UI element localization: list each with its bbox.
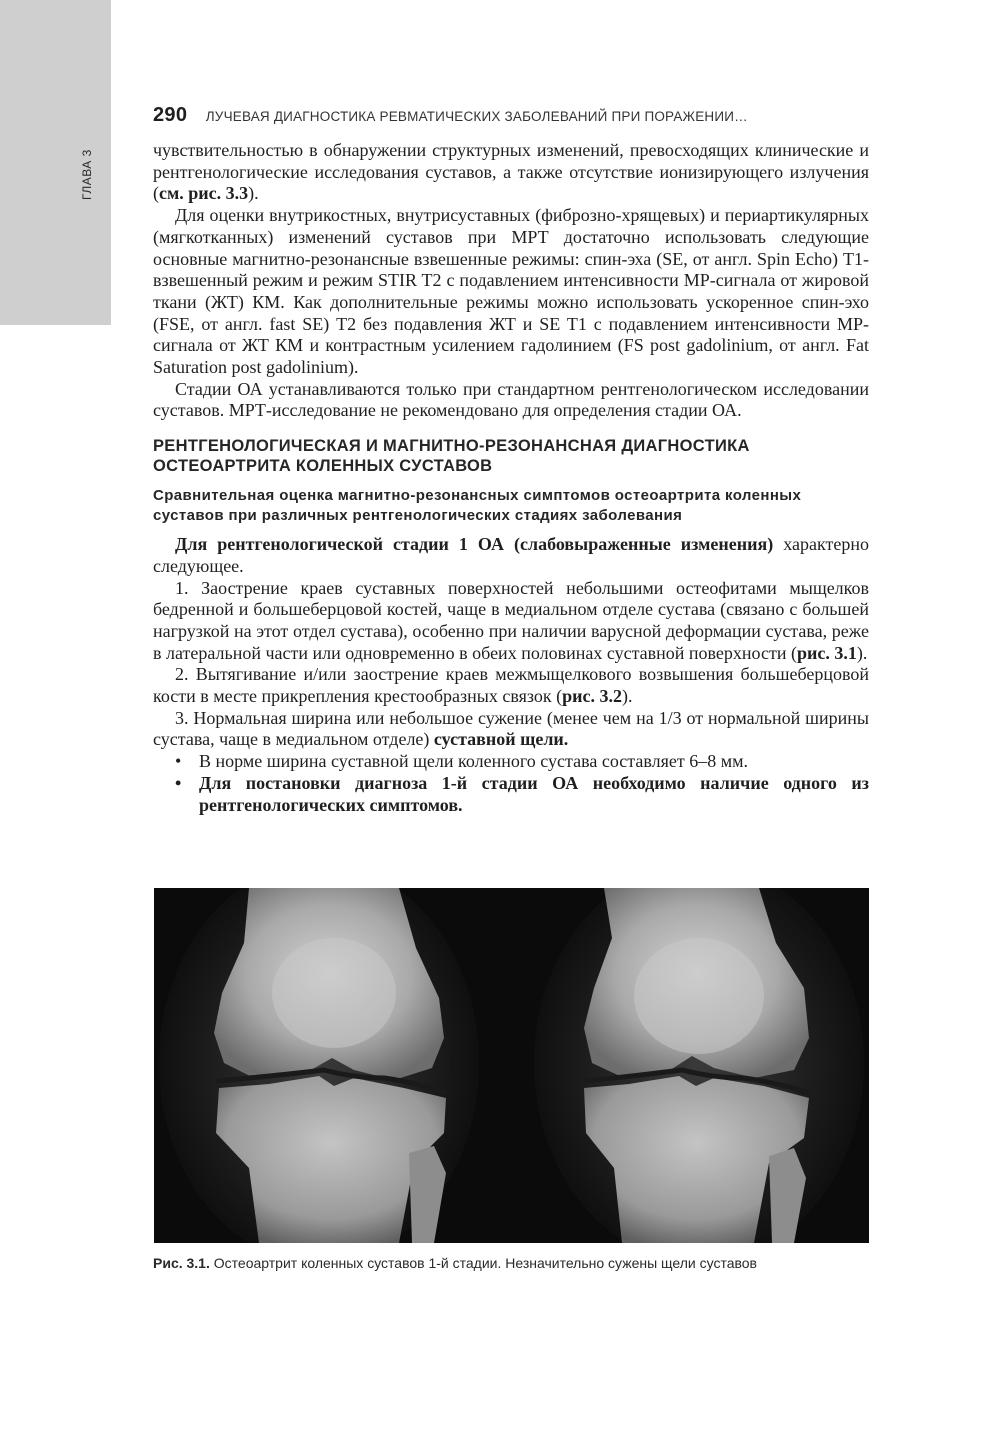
bullet-mark: • [175,772,182,793]
stage1-item-1-end: ). [856,642,868,663]
subsection-heading: Сравнительная оценка магнитно-резонансных симптомов остеоартрита коленных суставов при различных рентгенологических стадиях заболевания [153,487,802,524]
chapter-side-band [0,0,111,325]
figure-caption-label: Рис. 3.1. [153,1255,210,1271]
knee-xray-image [154,888,869,1243]
paragraph-2: Для оценки внутрикостных, внутрисуставных (фиброзно-хрящевых) и периартикулярных (мягкотканных) изменений суставов при МРТ достаточно использовать следующие основные магнитно-резонансные взвешенные режимы: спин-эха (SE, от англ. Spin Echo) Т1-взвешенный режим и режим STIR T2 с подавлением интенсивности МР-сигнала от жировой ткани (ЖТ) КМ. Как дополнительные режимы можно использовать ускоренное спин-эхо (FSE, от англ. fast SE) Т2 без подавления ЖТ и SE T1 с подавлением интенсивности МР-сигнала от ЖТ КМ и контрастным усилением гадолинием (FS post gadolinium, от англ. Fat Saturation post gadolinium). [153,205,869,378]
figure-ref-3-2: рис. 3.2 [562,686,623,707]
stage1-item-3 [153,708,869,751]
paragraph-1 [153,140,869,205]
running-title: ЛУЧЕВАЯ ДИАГНОСТИКА РЕВМАТИЧЕСКИХ ЗАБОЛЕВАНИЙ ПРИ ПОРАЖЕНИИ… [205,109,748,124]
figure-ref-3-3: см. рис. 3.3 [159,183,249,204]
knee-xray-figure [154,888,869,1243]
figure-caption-text: Остеоартрит коленных суставов 1-й стадии. Незначительно сужены щели суставов [209,1255,757,1271]
stage1-item-3-bold: суставной щели. [433,729,569,750]
stage1-item-1 [153,578,869,665]
figure-caption [153,1255,869,1271]
bullet-list [153,751,869,816]
stage1-item-2 [153,664,869,707]
stage1-item-2-end: ). [622,686,633,707]
stage1-item-1-text: 1. Заострение краев суставных поверхностей небольшими остеофитами мыщелков бедренной и большеберцовой костей, чаще в медиальном отделе сустава (связано с большей нагрузкой на этот отдел сустава), особенно при наличии варусной деформации сустава, реже в латеральной части или одновременно в обеих половинах суставной поверхности ( [153,577,869,663]
chapter-tab-label: ГЛАВА 3 [80,149,94,200]
paragraph-1-end: ). [248,183,259,204]
running-header [153,104,873,130]
stage1-lead [153,534,869,577]
stage1-item-2-text: 2. Вытягивание и/или заострение краев межмыщелкового возвышения большеберцовой кости в месте прикрепления крестообразных связок ( [153,664,869,707]
figure-ref-3-1: рис. 3.1 [796,642,857,663]
section-heading: РЕНТГЕНОЛОГИЧЕСКАЯ И МАГНИТНО-РЕЗОНАНСНАЯ ДИАГНОСТИКА ОСТЕОАРТРИТА КОЛЕННЫХ СУСТАВОВ [153,437,750,476]
stage1-item-3-text: 3. Нормальная ширина или небольшое сужение (менее чем на 1/3 от нормальной ширины сустава, чаще в медиальном отделе) [153,707,869,750]
paragraph-3: Стадии ОА устанавливаются только при стандартном рентгенологическом исследовании суставов. МРТ-исследование не рекомендовано для определения стадии ОА. [153,378,869,421]
page-body [153,140,869,816]
bullet-item-1-text: В норме ширина суставной щели коленного сустава составляет 6–8 мм. [199,751,749,772]
stage1-lead-rest: характерно следующее. [153,534,869,576]
page-number: 290 [153,104,188,126]
bullet-item-2 [153,773,869,816]
bullet-item-2-text: Для постановки диагноза 1-й стадии ОА необходимо наличие одного из рентгенологических симптомов. [199,772,869,815]
bullet-item-1 [153,751,869,773]
stage1-lead-bold: Для рентгенологической стадии 1 ОА (слабовыраженные изменения) [175,534,774,555]
bullet-mark: • [175,751,182,772]
paragraph-1-text: чувствительностью в обнаружении структурных изменений, превосходящих клинические и рентгенологические исследования суставов, а также отсутствие ионизирующего излучения ( [153,140,869,204]
